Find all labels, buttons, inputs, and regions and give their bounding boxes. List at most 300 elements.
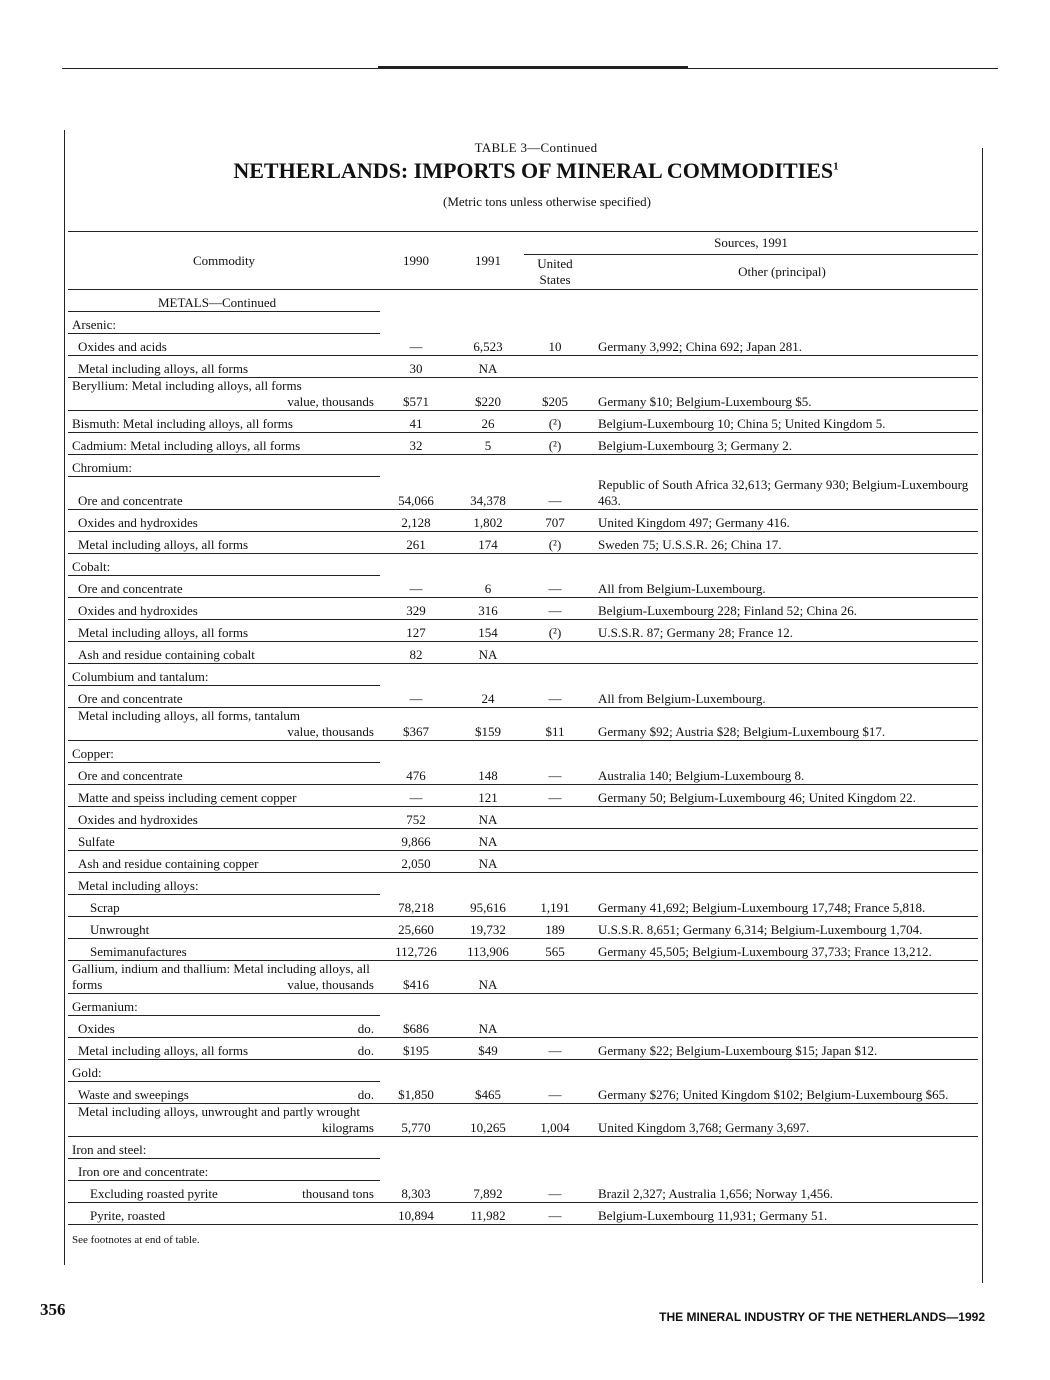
value-other-sources: U.S.S.R. 8,651; Germany 6,314; Belgium-Luxembourg 1,704.	[586, 916, 978, 938]
value-1990: 112,726	[380, 938, 452, 960]
commodity-cell	[68, 1180, 380, 1202]
value-1990: $686	[380, 1015, 452, 1037]
table-row	[68, 433, 978, 455]
commodity-name: Scrap	[90, 899, 120, 915]
value-united-states	[524, 663, 586, 685]
commodity-name: Columbium and tantalum:	[72, 668, 209, 684]
value-united-states: 565	[524, 938, 586, 960]
top-rule-thick	[378, 66, 688, 69]
value-other-sources	[586, 850, 978, 872]
value-united-states: (²)	[524, 433, 586, 455]
table-row	[68, 455, 978, 477]
value-1990: —	[380, 334, 452, 356]
table-row	[68, 553, 978, 575]
value-1990	[380, 553, 452, 575]
table-row	[68, 312, 978, 334]
value-united-states: —	[524, 477, 586, 510]
value-other-sources	[586, 1015, 978, 1037]
value-other-sources: Germany $22; Belgium-Luxembourg $15; Japan $12.	[586, 1037, 978, 1059]
value-united-states: (²)	[524, 531, 586, 553]
commodity-cell	[68, 1136, 380, 1158]
value-united-states	[524, 1015, 586, 1037]
commodity-cell	[68, 960, 380, 993]
header-other: Other (principal)	[586, 255, 978, 290]
commodity-cell	[68, 916, 380, 938]
commodity-cell	[68, 477, 380, 510]
value-1991: $49	[452, 1037, 524, 1059]
commodity-cell	[68, 850, 380, 872]
page-footer	[40, 1300, 985, 1324]
table-row	[68, 872, 978, 894]
value-other-sources: Germany 45,505; Belgium-Luxembourg 37,733; France 13,212.	[586, 938, 978, 960]
page-number: 356	[40, 1300, 66, 1319]
commodity-cell	[68, 619, 380, 641]
commodity-cell	[68, 1202, 380, 1224]
value-united-states: —	[524, 575, 586, 597]
commodity-name: Cobalt:	[72, 558, 111, 574]
commodity-name: Pyrite, roasted	[90, 1207, 166, 1223]
commodity-cell	[68, 378, 380, 411]
value-1990: 329	[380, 597, 452, 619]
value-1991: 19,732	[452, 916, 524, 938]
commodity-cell	[68, 707, 380, 740]
commodity-cell	[68, 433, 380, 455]
value-other-sources	[586, 312, 978, 334]
value-1991: 26	[452, 411, 524, 433]
table-row	[68, 597, 978, 619]
header-1991: 1991	[452, 232, 524, 290]
header-united-states: United States	[524, 255, 586, 290]
value-united-states: 1,004	[524, 1103, 586, 1136]
commodity-cell	[68, 312, 380, 334]
table-row	[68, 850, 978, 872]
value-1991: 6,523	[452, 334, 524, 356]
value-1991	[452, 872, 524, 894]
commodity-cell	[68, 784, 380, 806]
commodity-name: Oxides and acids	[78, 339, 167, 354]
commodity-name: Gallium, indium and thallium: Metal including alloys, all forms	[72, 960, 370, 992]
value-1991: $159	[452, 707, 524, 740]
commodity-cell	[68, 685, 380, 707]
table-row	[68, 740, 978, 762]
value-1990: 25,660	[380, 916, 452, 938]
left-margin-rule	[64, 130, 65, 1265]
commodity-name: Ore and concentrate	[78, 580, 183, 596]
commodity-cell	[68, 1103, 380, 1136]
value-other-sources: Belgium-Luxembourg 228; Finland 52; China 26.	[586, 597, 978, 619]
value-1990	[380, 1136, 452, 1158]
table-row	[68, 707, 978, 740]
table-row	[68, 509, 978, 531]
value-united-states	[524, 828, 586, 850]
commodity-cell	[68, 356, 380, 378]
value-1991: 154	[452, 619, 524, 641]
commodity-name: Metal including alloys, unwrought and partly wrought	[78, 1103, 360, 1119]
title-footnote-marker: 1	[833, 160, 839, 173]
value-1991: 34,378	[452, 477, 524, 510]
header-sources: Sources, 1991	[524, 232, 978, 255]
value-1990: 2,050	[380, 850, 452, 872]
value-other-sources: Brazil 2,327; Australia 1,656; Norway 1,456.	[586, 1180, 978, 1202]
value-1990	[380, 740, 452, 762]
table-row	[68, 828, 978, 850]
commodity-name: Ore and concentrate	[78, 767, 183, 783]
value-1991: 121	[452, 784, 524, 806]
value-1991	[452, 740, 524, 762]
value-united-states: 189	[524, 916, 586, 938]
value-1990: 32	[380, 433, 452, 455]
commodity-unit: value, thousands	[287, 723, 374, 739]
value-1990: 10,894	[380, 1202, 452, 1224]
value-1991: NA	[452, 641, 524, 663]
commodity-unit: kilograms	[322, 1119, 374, 1135]
value-other-sources	[586, 1158, 978, 1180]
commodity-unit: thousand tons	[302, 1185, 374, 1201]
value-1991: 6	[452, 575, 524, 597]
commodity-name: Germanium:	[72, 998, 138, 1014]
table-row	[68, 938, 978, 960]
value-united-states	[524, 806, 586, 828]
value-1991: 148	[452, 762, 524, 784]
value-1991: 316	[452, 597, 524, 619]
commodity-cell	[68, 663, 380, 685]
table-row	[68, 334, 978, 356]
value-united-states: $205	[524, 378, 586, 411]
value-united-states	[524, 553, 586, 575]
commodity-name: Metal including alloys, all forms	[78, 1042, 249, 1058]
value-other-sources	[586, 455, 978, 477]
commodity-name: Metal including alloys:	[78, 877, 199, 893]
value-1991	[452, 1136, 524, 1158]
commodity-cell	[68, 740, 380, 762]
table-header	[68, 223, 978, 312]
commodity-name: Excluding roasted pyrite	[90, 1185, 218, 1201]
value-united-states: —	[524, 1202, 586, 1224]
value-1991: 1,802	[452, 509, 524, 531]
commodity-name: Metal including alloys, all forms	[78, 624, 249, 640]
table-row	[68, 784, 978, 806]
commodity-name: Sulfate	[78, 833, 115, 849]
value-1991: 24	[452, 685, 524, 707]
value-other-sources: Belgium-Luxembourg 11,931; Germany 51.	[586, 1202, 978, 1224]
commodity-cell	[68, 597, 380, 619]
commodity-cell	[68, 411, 380, 433]
value-other-sources: Belgium-Luxembourg 10; China 5; United Kingdom 5.	[586, 411, 978, 433]
commodity-name: Metal including alloys, all forms	[78, 361, 249, 376]
commodity-name: Unwrought	[90, 921, 150, 937]
value-1990	[380, 1158, 452, 1180]
value-other-sources: Germany 50; Belgium-Luxembourg 46; United Kingdom 22.	[586, 784, 978, 806]
commodity-cell	[68, 894, 380, 916]
value-1991: NA	[452, 850, 524, 872]
value-1991: NA	[452, 1015, 524, 1037]
page-title	[22, 158, 1050, 184]
commodity-name: Chromium:	[72, 460, 132, 475]
commodity-unit: value, thousands	[287, 394, 374, 409]
table-number: TABLE 3—Continued	[474, 140, 598, 155]
commodity-name: Gold:	[72, 1064, 102, 1080]
table-row	[68, 1059, 978, 1081]
value-united-states: (²)	[524, 619, 586, 641]
commodity-cell	[68, 828, 380, 850]
value-1990: 82	[380, 641, 452, 663]
value-1991	[452, 1158, 524, 1180]
value-other-sources: All from Belgium-Luxembourg.	[586, 685, 978, 707]
value-1991: 10,265	[452, 1103, 524, 1136]
value-other-sources	[586, 1059, 978, 1081]
table-body	[68, 312, 978, 1225]
table-row	[68, 1037, 978, 1059]
commodity-cell	[68, 1081, 380, 1103]
commodity-name: Ash and residue containing cobalt	[78, 646, 255, 662]
table-row	[68, 960, 978, 993]
value-united-states	[524, 993, 586, 1015]
title-block	[0, 140, 1050, 184]
value-1991: NA	[452, 356, 524, 378]
table-row	[68, 685, 978, 707]
value-other-sources	[586, 740, 978, 762]
value-1991	[452, 1059, 524, 1081]
value-1990: —	[380, 685, 452, 707]
value-united-states	[524, 455, 586, 477]
table-row	[68, 575, 978, 597]
value-united-states: $11	[524, 707, 586, 740]
value-1990	[380, 993, 452, 1015]
table-row	[68, 806, 978, 828]
value-other-sources	[586, 553, 978, 575]
footnote: See footnotes at end of table.	[72, 1233, 200, 1246]
value-united-states: —	[524, 784, 586, 806]
value-other-sources	[586, 872, 978, 894]
commodity-name: Bismuth: Metal including alloys, all forms	[72, 416, 293, 431]
value-1991: 5	[452, 433, 524, 455]
commodity-cell	[68, 334, 380, 356]
table-row	[68, 356, 978, 378]
table-row	[68, 993, 978, 1015]
commodity-cell	[68, 938, 380, 960]
commodity-unit: value, thousands	[287, 976, 374, 992]
commodity-name: Iron ore and concentrate:	[78, 1163, 209, 1179]
table-row	[68, 1180, 978, 1202]
table-row	[68, 663, 978, 685]
value-other-sources: Republic of South Africa 32,613; Germany 930; Belgium-Luxembourg 463.	[586, 477, 978, 510]
table-row	[68, 1202, 978, 1224]
value-1991: NA	[452, 828, 524, 850]
value-1990: $416	[380, 960, 452, 993]
commodity-name: Cadmium: Metal including alloys, all forms	[72, 438, 301, 453]
value-1990	[380, 1059, 452, 1081]
value-1990: $571	[380, 378, 452, 411]
commodity-cell	[68, 553, 380, 575]
value-united-states	[524, 960, 586, 993]
value-united-states	[524, 356, 586, 378]
commodity-cell	[68, 575, 380, 597]
value-united-states: (²)	[524, 411, 586, 433]
table-subtitle: (Metric tons unless otherwise specified)	[443, 194, 651, 209]
commodity-cell	[68, 641, 380, 663]
value-1991: 95,616	[452, 894, 524, 916]
value-1990: 9,866	[380, 828, 452, 850]
commodity-cell	[68, 531, 380, 553]
table-row	[68, 1081, 978, 1103]
value-other-sources: United Kingdom 3,768; Germany 3,697.	[586, 1103, 978, 1136]
value-other-sources	[586, 806, 978, 828]
page-title-text: NETHERLANDS: IMPORTS OF MINERAL COMMODITIES	[233, 158, 834, 183]
value-1991: NA	[452, 960, 524, 993]
commodity-cell	[68, 1059, 380, 1081]
commodity-name: Waste and sweepings	[78, 1086, 189, 1102]
imports-table	[68, 223, 978, 1246]
commodity-name: Arsenic:	[72, 317, 117, 332]
commodity-name: Iron and steel:	[72, 1141, 147, 1157]
value-1990	[380, 663, 452, 685]
value-other-sources	[586, 828, 978, 850]
commodity-cell	[68, 806, 380, 828]
value-1991: 7,892	[452, 1180, 524, 1202]
value-1991: NA	[452, 806, 524, 828]
value-other-sources: Australia 140; Belgium-Luxembourg 8.	[586, 762, 978, 784]
value-united-states: 10	[524, 334, 586, 356]
right-margin-rule	[982, 148, 983, 1283]
value-1990: 54,066	[380, 477, 452, 510]
commodity-name: Copper:	[72, 745, 114, 761]
value-united-states	[524, 312, 586, 334]
value-1991	[452, 312, 524, 334]
commodity-name: Oxides and hydroxides	[78, 602, 198, 618]
commodity-name: Oxides and hydroxides	[78, 811, 198, 827]
commodity-name: Ore and concentrate	[78, 492, 183, 508]
value-other-sources: Germany 3,992; China 692; Japan 281.	[586, 334, 978, 356]
table-row	[68, 1158, 978, 1180]
value-united-states	[524, 850, 586, 872]
table-row	[68, 762, 978, 784]
value-other-sources: All from Belgium-Luxembourg.	[586, 575, 978, 597]
table-row	[68, 477, 978, 510]
value-1991: $465	[452, 1081, 524, 1103]
commodity-name: Matte and speiss including cement copper	[78, 789, 297, 805]
value-1991: 113,906	[452, 938, 524, 960]
value-other-sources: United Kingdom 497; Germany 416.	[586, 509, 978, 531]
commodity-cell	[68, 1037, 380, 1059]
value-1990	[380, 872, 452, 894]
table-row	[68, 1136, 978, 1158]
value-other-sources: Germany $92; Austria $28; Belgium-Luxembourg $17.	[586, 707, 978, 740]
table-row	[68, 1015, 978, 1037]
value-1990: 2,128	[380, 509, 452, 531]
commodity-cell	[68, 1015, 380, 1037]
value-1990: $1,850	[380, 1081, 452, 1103]
value-united-states: —	[524, 1081, 586, 1103]
value-1990: 78,218	[380, 894, 452, 916]
commodity-unit: do.	[357, 1086, 374, 1102]
value-1990	[380, 455, 452, 477]
value-1991	[452, 993, 524, 1015]
commodity-cell	[68, 509, 380, 531]
commodity-name: Ore and concentrate	[78, 690, 183, 706]
value-other-sources	[586, 356, 978, 378]
value-1991: $220	[452, 378, 524, 411]
value-other-sources: Germany 41,692; Belgium-Luxembourg 17,748; France 5,818.	[586, 894, 978, 916]
value-other-sources	[586, 641, 978, 663]
table-row	[68, 531, 978, 553]
value-1990: 5,770	[380, 1103, 452, 1136]
table-row	[68, 411, 978, 433]
value-1990: 30	[380, 356, 452, 378]
table-row	[68, 619, 978, 641]
header-1990: 1990	[380, 232, 452, 290]
value-other-sources	[586, 1136, 978, 1158]
value-1990: $367	[380, 707, 452, 740]
header-commodity: Commodity	[68, 232, 380, 290]
value-1990: —	[380, 575, 452, 597]
commodity-name: Oxides	[78, 1020, 115, 1036]
value-1990: 127	[380, 619, 452, 641]
table-row	[68, 916, 978, 938]
section-heading: METALS—Continued	[68, 290, 380, 312]
value-united-states: 707	[524, 509, 586, 531]
value-1991: 11,982	[452, 1202, 524, 1224]
commodity-name: Ash and residue containing copper	[78, 855, 259, 871]
value-1990: 41	[380, 411, 452, 433]
commodity-cell	[68, 872, 380, 894]
value-other-sources: Germany $10; Belgium-Luxembourg $5.	[586, 378, 978, 411]
value-other-sources: Sweden 75; U.S.S.R. 26; China 17.	[586, 531, 978, 553]
commodity-cell	[68, 1158, 380, 1180]
value-other-sources: Belgium-Luxembourg 3; Germany 2.	[586, 433, 978, 455]
value-1990: 752	[380, 806, 452, 828]
commodity-cell	[68, 993, 380, 1015]
value-1990: 8,303	[380, 1180, 452, 1202]
value-1990: —	[380, 784, 452, 806]
value-1991	[452, 455, 524, 477]
value-united-states	[524, 641, 586, 663]
value-united-states: —	[524, 597, 586, 619]
table-row	[68, 641, 978, 663]
table-row	[68, 894, 978, 916]
commodity-unit: do.	[357, 1042, 374, 1058]
value-other-sources	[586, 663, 978, 685]
value-united-states	[524, 1158, 586, 1180]
value-1990	[380, 312, 452, 334]
value-1990: 261	[380, 531, 452, 553]
table-row	[68, 378, 978, 411]
value-united-states: —	[524, 1037, 586, 1059]
value-1991	[452, 663, 524, 685]
value-other-sources: Germany $276; United Kingdom $102; Belgium-Luxembourg $65.	[586, 1081, 978, 1103]
commodity-cell	[68, 455, 380, 477]
commodity-name: Oxides and hydroxides	[78, 514, 198, 530]
value-united-states	[524, 1136, 586, 1158]
value-united-states: 1,191	[524, 894, 586, 916]
value-1991: 174	[452, 531, 524, 553]
value-united-states: —	[524, 762, 586, 784]
value-united-states	[524, 740, 586, 762]
value-other-sources: U.S.S.R. 87; Germany 28; France 12.	[586, 619, 978, 641]
commodity-name: Semimanufactures	[90, 943, 187, 959]
commodity-name: Metal including alloys, all forms	[78, 536, 249, 552]
value-united-states: —	[524, 685, 586, 707]
value-1991	[452, 553, 524, 575]
value-united-states	[524, 872, 586, 894]
value-other-sources	[586, 960, 978, 993]
value-united-states	[524, 1059, 586, 1081]
value-1990: 476	[380, 762, 452, 784]
value-united-states: —	[524, 1180, 586, 1202]
commodity-unit: do.	[357, 1020, 374, 1036]
commodity-name: Beryllium: Metal including alloys, all forms	[72, 378, 302, 393]
value-1990: $195	[380, 1037, 452, 1059]
value-other-sources	[586, 993, 978, 1015]
